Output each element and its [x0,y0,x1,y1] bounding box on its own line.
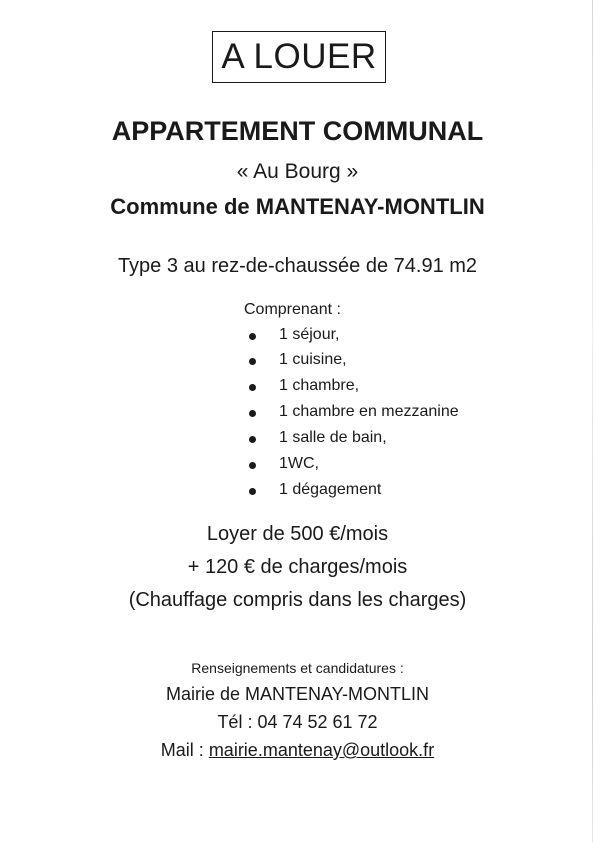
bullet-icon [249,410,256,417]
email-link[interactable]: mairie.mantenay@outlook.fr [208,740,435,760]
list-item-label: 1 cuisine, [279,351,347,368]
heating-note: (Chauffage compris dans les charges) [128,589,467,611]
features-label: Comprenant : [244,301,341,318]
bullet-icon [249,436,256,443]
phone-line: Tél : 04 74 52 61 72 [217,712,378,732]
apartment-type: Type 3 au rez-de-chaussée de 74.91 m2 [117,255,478,277]
bullet-icon [249,333,256,340]
bullet-icon [249,384,256,391]
rent-amount: Loyer de 500 €/mois [206,523,389,545]
contact-label: Renseignements et candidatures : [191,660,404,676]
list-item-label: 1 chambre, [279,377,360,394]
list-item-label: 1 dégagement [279,481,382,498]
list-item-label: 1 salle de bain, [279,429,387,446]
page-title: APPARTEMENT COMMUNAL [111,116,484,146]
mail-prefix: Mail : [160,740,209,760]
headline-box [212,31,386,83]
headline: A LOUER [221,37,377,76]
list-item-label: 1 séjour, [279,326,340,343]
list-item-label: 1 chambre en mezzanine [279,403,459,420]
bullet-icon [249,462,256,469]
location-subtitle: « Au Bourg » [236,160,359,183]
scan-edge-divider [592,0,593,842]
mairie-name: Mairie de MANTENAY-MONTLIN [165,684,430,704]
charges-amount: + 120 € de charges/mois [187,556,408,578]
bullet-icon [249,358,256,365]
mail-line [0,740,595,761]
list-item-label: 1WC, [279,455,319,472]
bullet-icon [249,488,256,495]
commune-name: Commune de MANTENAY-MONTLIN [110,194,485,219]
